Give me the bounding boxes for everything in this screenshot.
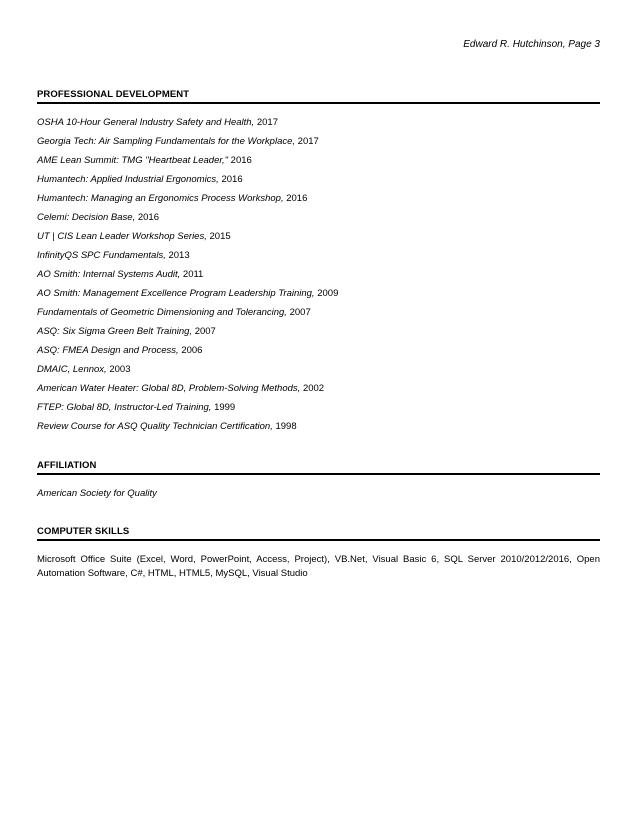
section-divider xyxy=(37,473,600,475)
list-item: AME Lean Summit: TMG "Heartbeat Leader," 2016 xyxy=(37,155,252,166)
list-item: AO Smith: Management Excellence Program Leadership Training, 2009 xyxy=(37,288,339,299)
professional-development-section xyxy=(37,89,600,104)
computer-skills-text: Microsoft Office Suite (Excel, Word, PowerPoint, Access, Project), VB.Net, Visual Basic 6, SQL Server 2010/2012/2016, Open Automation Software, C#, HTML, HTML5, MySQL, Visual Studio xyxy=(37,554,600,579)
list-item: American Water Heater: Global 8D, Problem-Solving Methods, 2002 xyxy=(37,383,325,394)
list-item: FTEP: Global 8D, Instructor-Led Training, 1999 xyxy=(37,402,236,413)
computer-skills-body xyxy=(37,553,600,581)
list-item: Humantech: Managing an Ergonomics Process Workshop, 2016 xyxy=(37,193,308,204)
list-item: ASQ: Six Sigma Green Belt Training, 2007 xyxy=(37,326,216,337)
list-item: American Society for Quality xyxy=(37,488,157,499)
computer-skills-section xyxy=(37,526,600,541)
list-item: AO Smith: Internal Systems Audit, 2011 xyxy=(37,269,204,280)
section-title-professional-development: PROFESSIONAL DEVELOPMENT xyxy=(37,89,190,100)
list-item: DMAIC, Lennox, 2003 xyxy=(37,364,131,375)
section-divider xyxy=(37,539,600,541)
list-item: Fundamentals of Geometric Dimensioning and Tolerancing, 2007 xyxy=(37,307,311,318)
list-item: Georgia Tech: Air Sampling Fundamentals for the Workplace, 2017 xyxy=(37,136,319,147)
list-item: ASQ: FMEA Design and Process, 2006 xyxy=(37,345,203,356)
section-title-computer-skills: COMPUTER SKILLS xyxy=(37,526,130,537)
running-head: Edward R. Hutchinson, Page 3 xyxy=(463,39,600,50)
list-item: Celemi: Decision Base, 2016 xyxy=(37,212,159,223)
list-item: Humantech: Applied Industrial Ergonomics, 2016 xyxy=(37,174,243,185)
section-title-affiliation: AFFILIATION xyxy=(37,460,97,471)
affiliation-section xyxy=(37,460,600,475)
list-item: UT | CIS Lean Leader Workshop Series, 2015 xyxy=(37,231,231,242)
list-item: InfinityQS SPC Fundamentals, 2013 xyxy=(37,250,190,261)
list-item: Review Course for ASQ Quality Technician Certification, 1998 xyxy=(37,421,297,432)
section-divider xyxy=(37,102,600,104)
list-item: OSHA 10-Hour General Industry Safety and Health, 2017 xyxy=(37,117,278,128)
